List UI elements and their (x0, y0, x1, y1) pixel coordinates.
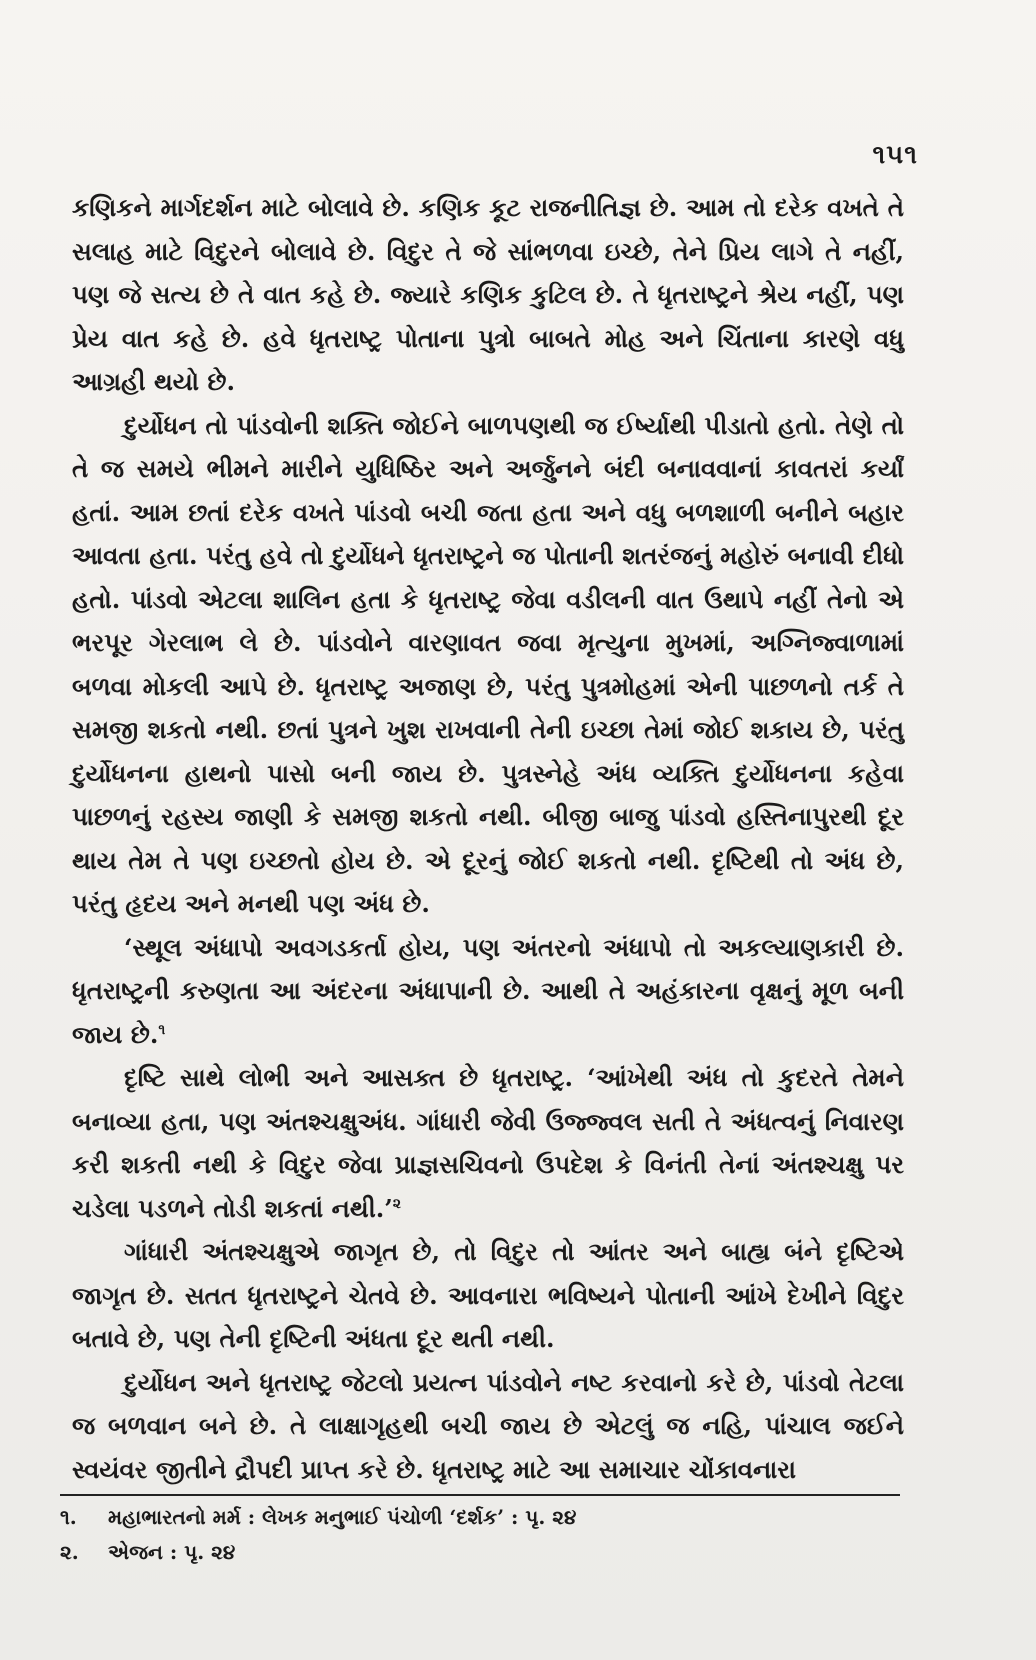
footnote-1-text: મહાભારતનો મર્મ : લેખક મનુભાઈ પંચોળી ‘દર્શક’ : પૃ. ૨૪ (108, 1505, 577, 1529)
footnote-2 (60, 1535, 900, 1570)
footnotes (60, 1500, 900, 1570)
paragraph-6: દુર્યોધન અને ધૃતરાષ્ટ્ર જેટલો પ્રયત્ન પાંડવોને નષ્ટ કરવાનો કરે છે, પાંડવો તેટલા જ બળવાન બને છે. તે લાક્ષાગૃહથી બચી જાય છે એટલું જ નહિ, પાંચાલ જઈને સ્વયંવર જીતીને દ્રૌપદી પ્રાપ્ત કરે છે. ધૃતરાષ્ટ્ર માટે આ સમાચાર ચોંકાવનારા (72, 1367, 904, 1484)
footnote-ref-1: ૧ (158, 1021, 166, 1038)
page-number: ૧૫૧ (872, 140, 918, 170)
footnote-divider (60, 1494, 900, 1496)
paragraph-3-text: ‘સ્થૂલ અંધાપો અવગડકર્તા હોય, પણ અંતરનો અંધાપો તો અકલ્યાણકારી છે. ધૃતરાષ્ટ્રની કરુણતા આ અંદરના અંધાપાની છે. આથી તે અહંકારના વૃક્ષનું મૂળ બની જાય છે. (72, 932, 904, 1049)
paragraph-1: કણિકને માર્ગદર્શન માટે બોલાવે છે. કણિક કૂટ રાજનીતિજ્ઞ છે. આમ તો દરેક વખતે તે સલાહ માટે વિદુરને બોલાવે છે. વિદુર તે જે સાંભળવા ઇચ્છે, તેને પ્રિય લાગે તે નહીં, પણ જે સત્ય છે તે વાત કહે છે. જ્યારે કણિક કુટિલ છે. તે ધૃતરાષ્ટ્રને શ્રેય નહીં, પણ પ્રેય વાત કહે છે. હવે ધૃતરાષ્ટ્ર પોતાના પુત્રો બાબતે મોહ અને ચિંતાના કારણે વધુ આગ્રહી થયો છે. (72, 193, 904, 396)
paragraph-2: દુર્યોધન તો પાંડવોની શક્તિ જોઈને બાળપણથી જ ઈર્ષ્યાથી પીડાતો હતો. તેણે તો તે જ સમયે ભીમને મારીને યુધિષ્ઠિર અને અર્જુનને બંદી બનાવવાનાં કાવતરાં કર્યાં હતાં. આમ છતાં દરેક વખતે પાંડવો બચી જતા હતા અને વધુ બળશાળી બનીને બહાર આવતા હતા. પરંતુ હવે તો દુર્યોધને ધૃતરાષ્ટ્રને જ પોતાની શતરંજનું મહોરું બનાવી દીધો હતો. પાંડવો એટલા શાલિન હતા કે ધૃતરાષ્ટ્ર જેવા વડીલની વાત ઉથાપે નહીં તેનો એ ભરપૂર ગેરલાભ લે છે. પાંડવોને વારણાવત જવા મૃત્યુના મુખમાં, અગ્નિજ્વાળામાં બળવા મોકલી આપે છે. ધૃતરાષ્ટ્ર અજાણ છે, પરંતુ પુત્રમોહમાં એની પાછળનો તર્ક તે સમજી શકતો નથી. છતાં પુત્રને ખુશ રાખવાની તેની ઇચ્છા તેમાં જોઈ શકાય છે, પરંતુ દુર્યોધનના હાથનો પાસો બની જાય છે. પુત્રસ્નેહે અંધ વ્યક્તિ દુર્યોધનના કહેવા પાછળનું રહસ્ય જાણી કે સમજી શકતો નથી. બીજી બાજુ પાંડવો હસ્તિનાપુરથી દૂર થાય તેમ તે પણ ઇચ્છતો હોય છે. એ દૂરનું જોઈ શકતો નથી. દૃષ્ટિથી તો અંધ છે, પરંતુ હૃદય અને મનથી પણ અંધ છે. (72, 410, 904, 918)
paragraph-4 (72, 1056, 904, 1230)
footnote-2-number: ૨. (60, 1540, 79, 1564)
paragraph-5: ગાંધારી અંતશ્ચક્ષુએ જાગૃત છે, તો વિદુર તો આંતર અને બાહ્ય બંને દૃષ્ટિએ જાગૃત છે. સતત ધૃતરાષ્ટ્રને ચેતવે છે. આવનારા ભવિષ્યને પોતાની આંખે દેખીને વિદુર બતાવે છે, પણ તેની દૃષ્ટિની અંધતા દૂર થતી નથી. (72, 1237, 904, 1353)
footnote-2-text: એજન : પૃ. ૨૪ (108, 1540, 236, 1564)
footnote-1 (60, 1500, 900, 1535)
paragraph-4-text: દૃષ્ટિ સાથે લોભી અને આસક્ત છે ધૃતરાષ્ટ્ર. ‘આંખેથી અંધ તો કુદરતે તેમને બનાવ્યા હતા, પણ અંતશ્ચક્ષુઅંધ. ગાંધારી જેવી ઉજ્જ્વલ સતી તે અંધત્વનું નિવારણ કરી શકતી નથી કે વિદુર જેવા પ્રાજ્ઞસચિવનો ઉપદેશ કે વિનંતી તેનાં અંતશ્ચક્ષુ પર ચડેલા પડળને તોડી શકતાં નથી.’ (72, 1063, 904, 1223)
footnote-1-number: ૧. (60, 1505, 77, 1529)
footnote-ref-2: ૨ (392, 1195, 401, 1212)
paragraph-3 (72, 926, 904, 1057)
body-text (72, 186, 904, 1491)
